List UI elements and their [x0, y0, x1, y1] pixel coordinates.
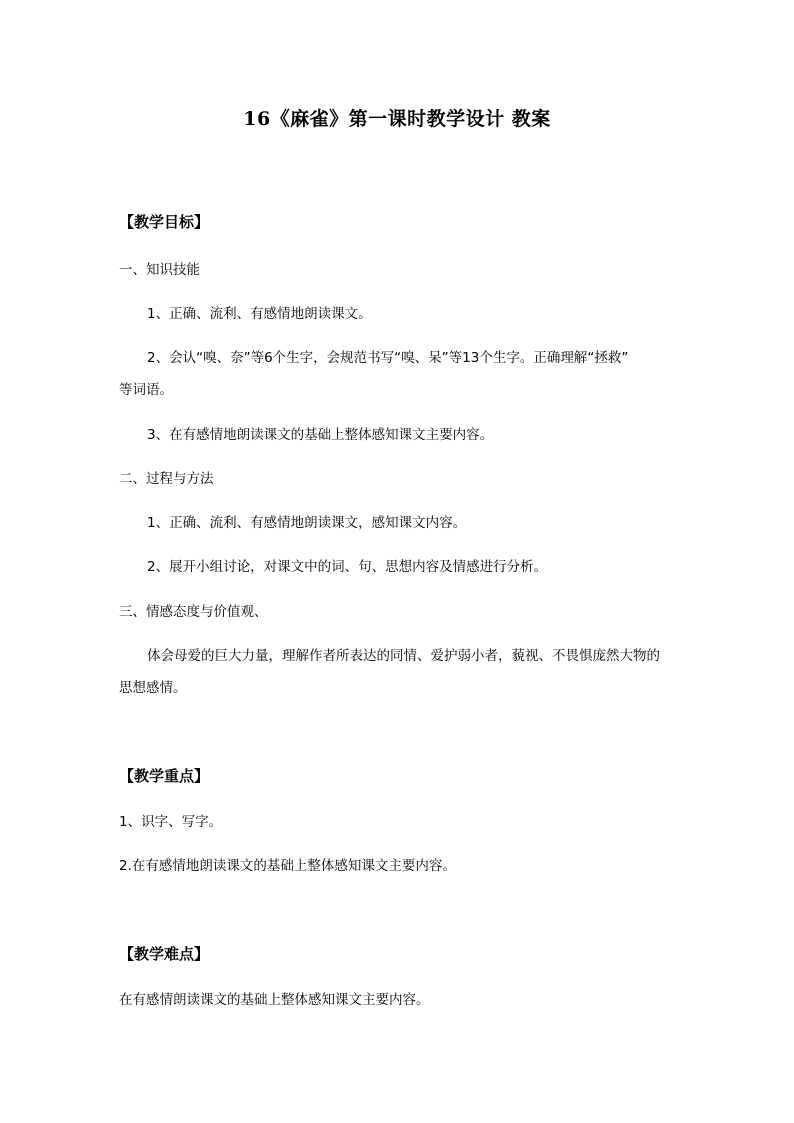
- process-item-1: 1、正确、流利、有感情地朗读课文，感知课文内容。: [147, 515, 467, 531]
- key-point-item-1: 1、识字、写字。: [119, 814, 223, 830]
- knowledge-item-3: 3、在有感情地朗读课文的基础上整体感知课文主要内容。: [147, 427, 494, 443]
- section-process-label: 二、过程与方法: [119, 471, 214, 487]
- section-attitude-label: 三、情感态度与价值观、: [119, 604, 268, 620]
- key-points-heading: 【教学重点】: [119, 767, 210, 785]
- difficulty-item-1: 在有感情朗读课文的基础上整体感知课文主要内容。: [119, 992, 430, 1008]
- document-title: 16《麻雀》第一课时教学设计 教案: [243, 108, 551, 130]
- section-knowledge-label: 一、知识技能: [119, 262, 200, 278]
- difficulties-heading: 【教学难点】: [119, 945, 210, 963]
- key-point-item-2: 2.在有感情地朗读课文的基础上整体感知课文主要内容。: [119, 858, 456, 874]
- attitude-item-1: 体会母爱的巨大力量，理解作者所表达的同情、爱护弱小者，藐视、不畏惧庞然大物的: [147, 648, 660, 664]
- attitude-item-1-continued: 思想感情。: [119, 680, 187, 696]
- objectives-heading: 【教学目标】: [119, 213, 210, 231]
- knowledge-item-2: 2、会认“嗅、奈”等6个生字，会规范书写“嗅、呆”等13个生字。正确理解“拯救”: [147, 350, 629, 366]
- knowledge-item-2-continued: 等词语。: [119, 382, 173, 398]
- process-item-2: 2、展开小组讨论，对课文中的词、句、思想内容及情感进行分析。: [147, 559, 548, 575]
- knowledge-item-1: 1、正确、流利、有感情地朗读课文。: [147, 306, 372, 322]
